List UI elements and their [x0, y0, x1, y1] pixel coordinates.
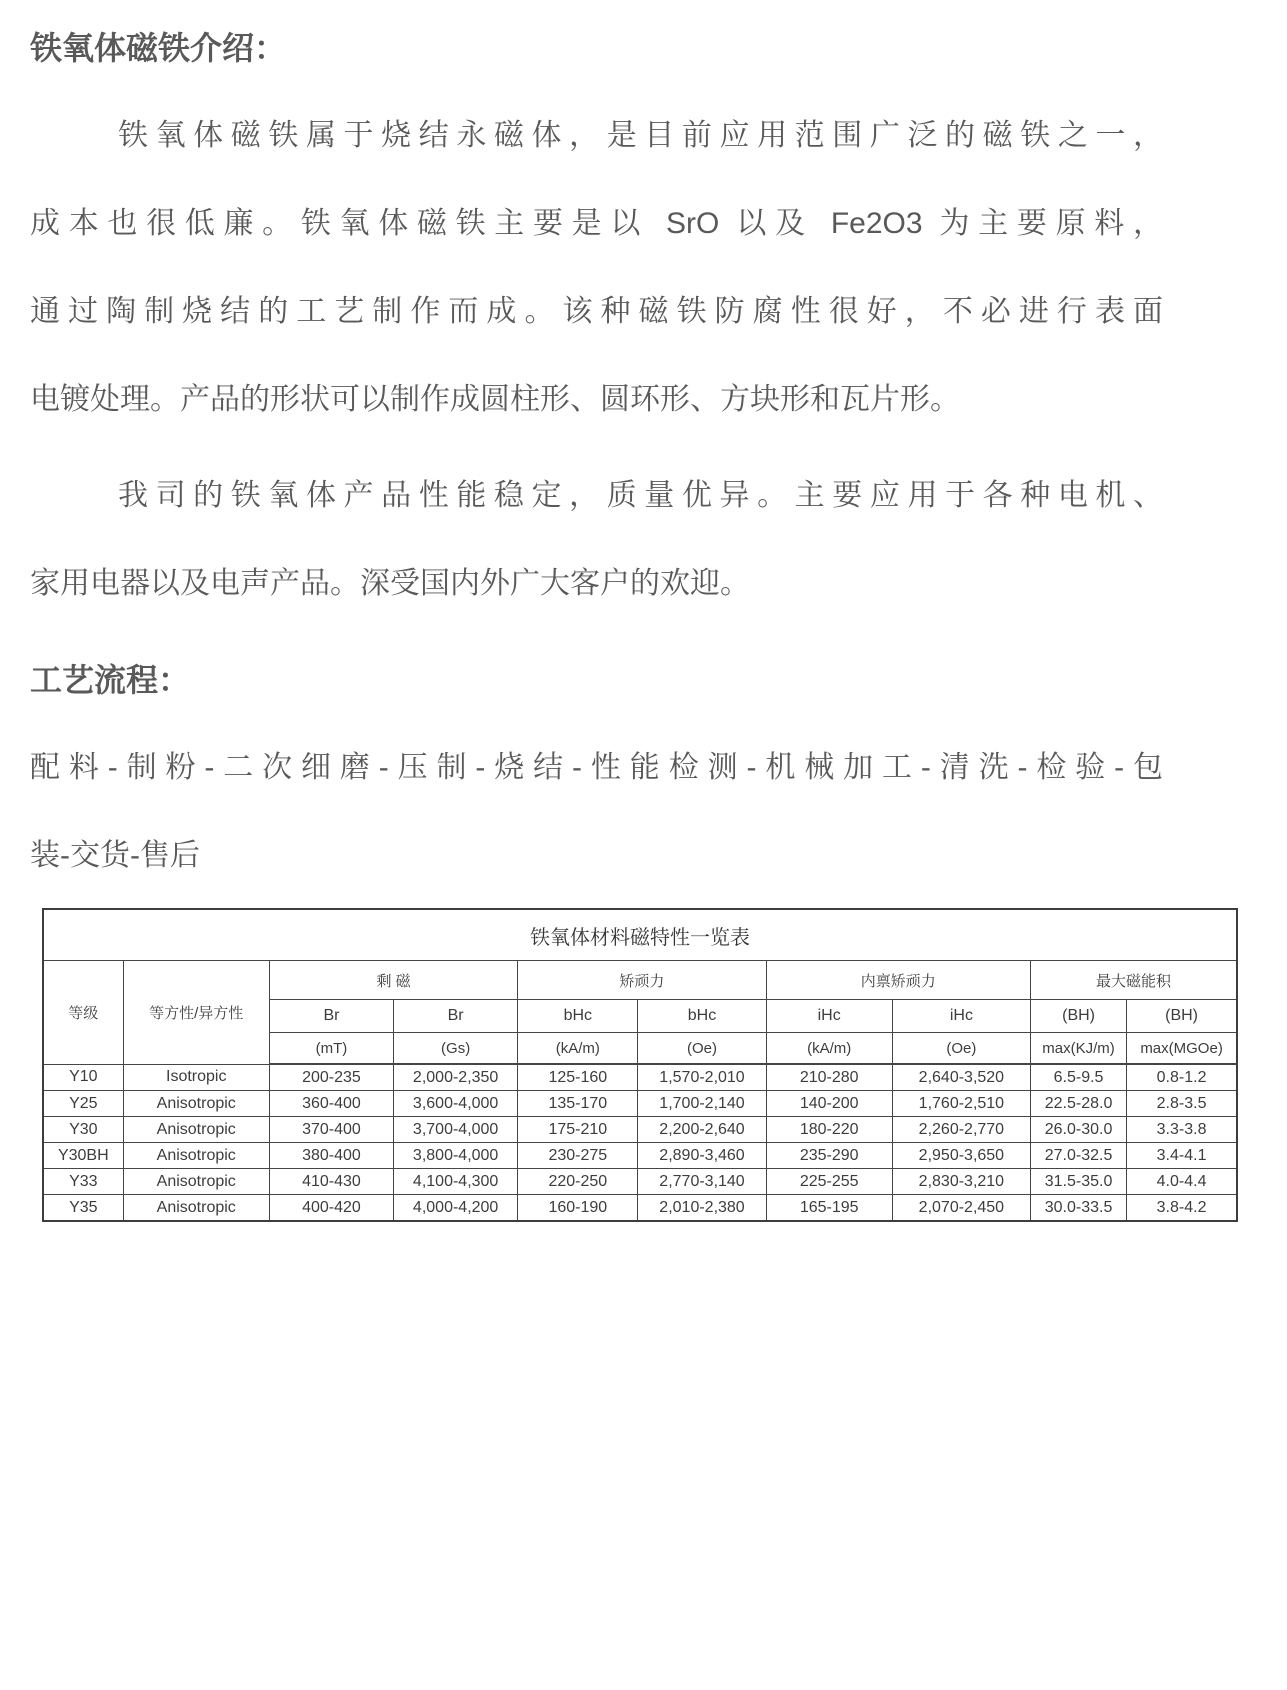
- value-cell: 30.0-33.5: [1030, 1195, 1126, 1222]
- value-cell: 2,200-2,640: [638, 1117, 766, 1143]
- value-cell: 175-210: [518, 1117, 638, 1143]
- paragraph-line: 成本也很低廉。铁氧体磁铁主要是以 SrO 以及 Fe2O3 为主要原料，: [30, 207, 1163, 240]
- value-cell: 225-255: [766, 1169, 892, 1195]
- table-row: [43, 1195, 1237, 1222]
- process-heading: 工艺流程：: [30, 662, 191, 698]
- unit-header-max-kjm: max(KJ/m): [1030, 1033, 1126, 1065]
- magnet-properties-table: [42, 908, 1238, 1222]
- value-cell: 4,000-4,200: [394, 1195, 518, 1222]
- value-cell: 1,760-2,510: [892, 1091, 1030, 1117]
- value-cell: 160-190: [518, 1195, 638, 1222]
- value-cell: 31.5-35.0: [1030, 1169, 1126, 1195]
- sub-header-ihc-oe: iHc: [892, 1000, 1030, 1033]
- value-cell: 4,100-4,300: [394, 1169, 518, 1195]
- unit-header-ihc-oe: (Oe): [892, 1033, 1030, 1065]
- value-cell: 400-420: [269, 1195, 393, 1222]
- table-title: 铁氧体材料磁特性一览表: [43, 909, 1237, 961]
- value-cell: 3.4-4.1: [1127, 1143, 1237, 1169]
- paragraph-line: 装-交货-售后: [30, 839, 200, 872]
- unit-header-gs: (Gs): [394, 1033, 518, 1065]
- grade-cell: Y33: [43, 1169, 123, 1195]
- intro-heading: 铁氧体磁铁介绍：: [30, 30, 287, 66]
- isotropy-cell: Isotropic: [123, 1064, 269, 1091]
- isotropy-cell: Anisotropic: [123, 1091, 269, 1117]
- sub-header-bhc-oe: bHc: [638, 1000, 766, 1033]
- grade-cell: Y25: [43, 1091, 123, 1117]
- table-row: [43, 1169, 1237, 1195]
- value-cell: 3,800-4,000: [394, 1143, 518, 1169]
- table-title-row: [43, 909, 1237, 961]
- grade-cell: Y10: [43, 1064, 123, 1091]
- value-cell: 1,700-2,140: [638, 1091, 766, 1117]
- sub-header-br-mt: Br: [269, 1000, 393, 1033]
- value-cell: 235-290: [766, 1143, 892, 1169]
- value-cell: 2,260-2,770: [892, 1117, 1030, 1143]
- value-cell: 370-400: [269, 1117, 393, 1143]
- unit-header-ihc-kam: (kA/m): [766, 1033, 892, 1065]
- paragraph-line: 家用电器以及电声产品。深受国内外广大客户的欢迎。: [30, 567, 750, 600]
- value-cell: 2.8-3.5: [1127, 1091, 1237, 1117]
- value-cell: 2,950-3,650: [892, 1143, 1030, 1169]
- unit-header-bhc-kam: (kA/m): [518, 1033, 638, 1065]
- sub-header-ihc-kam: iHc: [766, 1000, 892, 1033]
- intro-paragraph-2: [30, 452, 1163, 628]
- value-cell: 410-430: [269, 1169, 393, 1195]
- paragraph-line: 电镀处理。产品的形状可以制作成圆柱形、圆环形、方块形和瓦片形。: [30, 383, 960, 416]
- paragraph-line: 铁氧体磁铁属于烧结永磁体，是目前应用范围广泛的磁铁之一，: [118, 119, 1163, 152]
- paragraph-line: 通过陶制烧结的工艺制作而成。该种磁铁防腐性很好，不必进行表面: [30, 295, 1163, 328]
- value-cell: 200-235: [269, 1064, 393, 1091]
- value-cell: 0.8-1.2: [1127, 1064, 1237, 1091]
- table-row: [43, 1064, 1237, 1091]
- table-group-header-row: [43, 961, 1237, 1000]
- value-cell: 1,570-2,010: [638, 1064, 766, 1091]
- value-cell: 2,000-2,350: [394, 1064, 518, 1091]
- process-paragraph: [30, 724, 1163, 900]
- isotropy-cell: Anisotropic: [123, 1143, 269, 1169]
- value-cell: 2,010-2,380: [638, 1195, 766, 1222]
- value-cell: 380-400: [269, 1143, 393, 1169]
- grade-cell: Y30: [43, 1117, 123, 1143]
- value-cell: 180-220: [766, 1117, 892, 1143]
- group-header-max-energy-product: 最大磁能积: [1030, 961, 1237, 1000]
- sub-header-bh-kjm: (BH): [1030, 1000, 1126, 1033]
- group-header-coercivity: 矫顽力: [518, 961, 766, 1000]
- sub-header-bh-mgoe: (BH): [1127, 1000, 1237, 1033]
- isotropy-cell: Anisotropic: [123, 1117, 269, 1143]
- unit-header-max-mgoe: max(MGOe): [1127, 1033, 1237, 1065]
- col-header-grade: 等级: [43, 961, 123, 1065]
- table-row: [43, 1091, 1237, 1117]
- value-cell: 125-160: [518, 1064, 638, 1091]
- value-cell: 140-200: [766, 1091, 892, 1117]
- value-cell: 3.8-4.2: [1127, 1195, 1237, 1222]
- group-header-intrinsic-coercivity: 内禀矫顽力: [766, 961, 1030, 1000]
- table-row: [43, 1143, 1237, 1169]
- sub-header-br-gs: Br: [394, 1000, 518, 1033]
- value-cell: 2,890-3,460: [638, 1143, 766, 1169]
- unit-header-mt: (mT): [269, 1033, 393, 1065]
- value-cell: 210-280: [766, 1064, 892, 1091]
- value-cell: 26.0-30.0: [1030, 1117, 1126, 1143]
- isotropy-cell: Anisotropic: [123, 1195, 269, 1222]
- grade-cell: Y35: [43, 1195, 123, 1222]
- paragraph-line: 配料-制粉-二次细磨-压制-烧结-性能检测-机械加工-清洗-检验-包: [30, 751, 1163, 784]
- value-cell: 3,600-4,000: [394, 1091, 518, 1117]
- grade-cell: Y30BH: [43, 1143, 123, 1169]
- intro-paragraph-1: [30, 92, 1163, 444]
- unit-header-bhc-oe: (Oe): [638, 1033, 766, 1065]
- sub-header-bhc-kam: bHc: [518, 1000, 638, 1033]
- paragraph-line: 我司的铁氧体产品性能稳定，质量优异。主要应用于各种电机、: [118, 479, 1163, 512]
- group-header-remanence: 剩 磁: [269, 961, 517, 1000]
- value-cell: 2,830-3,210: [892, 1169, 1030, 1195]
- value-cell: 165-195: [766, 1195, 892, 1222]
- value-cell: 27.0-32.5: [1030, 1143, 1126, 1169]
- table-row: [43, 1117, 1237, 1143]
- isotropy-cell: Anisotropic: [123, 1169, 269, 1195]
- value-cell: 230-275: [518, 1143, 638, 1169]
- value-cell: 6.5-9.5: [1030, 1064, 1126, 1091]
- value-cell: 220-250: [518, 1169, 638, 1195]
- document-page: [0, 0, 1163, 900]
- value-cell: 2,770-3,140: [638, 1169, 766, 1195]
- value-cell: 2,070-2,450: [892, 1195, 1030, 1222]
- value-cell: 3.3-3.8: [1127, 1117, 1237, 1143]
- col-header-isotropy: 等方性/异方性: [123, 961, 269, 1065]
- value-cell: 3,700-4,000: [394, 1117, 518, 1143]
- value-cell: 22.5-28.0: [1030, 1091, 1126, 1117]
- magnet-table-body: [43, 1064, 1237, 1221]
- value-cell: 135-170: [518, 1091, 638, 1117]
- value-cell: 360-400: [269, 1091, 393, 1117]
- value-cell: 4.0-4.4: [1127, 1169, 1237, 1195]
- value-cell: 2,640-3,520: [892, 1064, 1030, 1091]
